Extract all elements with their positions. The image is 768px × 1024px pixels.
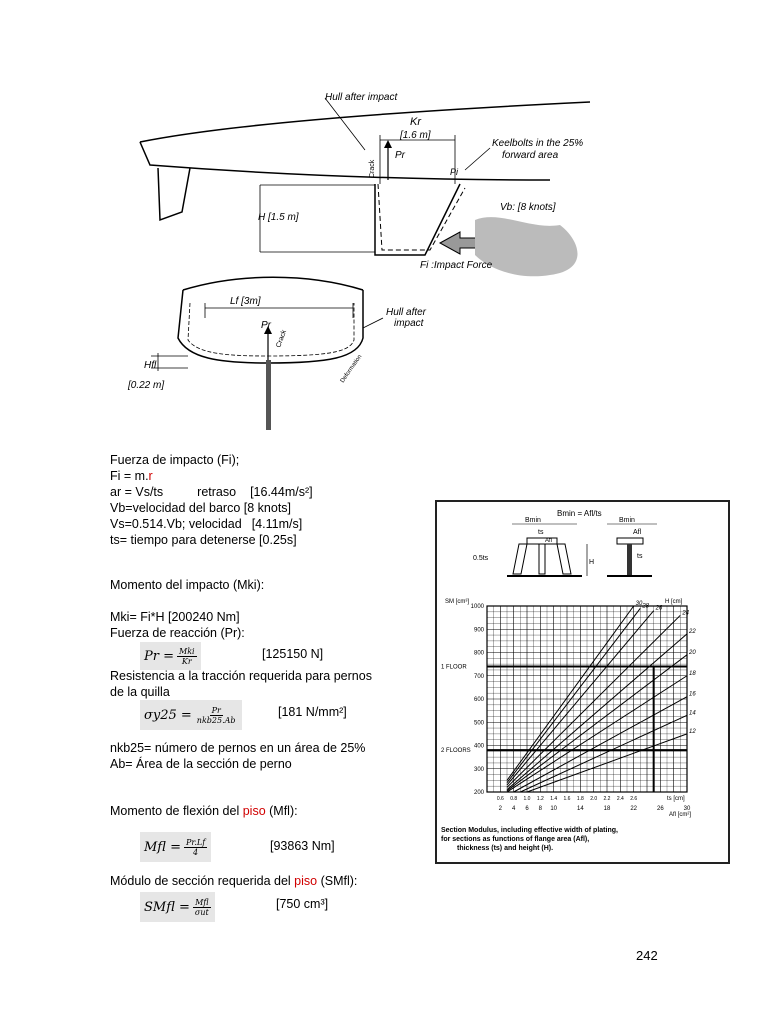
x-tick-label: 10 — [550, 806, 558, 812]
y-tick-label: 200 — [473, 790, 484, 796]
label-keelbolts-2: forward area — [502, 150, 559, 161]
text-mki-title: Momento del impacto (Mki): — [110, 578, 265, 592]
y-tick-label: 1000 — [470, 604, 484, 610]
x-tick-label: 18 — [603, 806, 611, 812]
value-pr: [125150 N] — [262, 647, 324, 661]
left-flange — [527, 538, 557, 544]
floor-label: 2 FLOORS — [441, 748, 471, 755]
x-tick-label: 26 — [656, 806, 664, 812]
label-hull-after-impact: Hull after impact — [325, 92, 398, 103]
series-label-h24: 24 — [682, 610, 690, 617]
label-hfl: Hfl — [144, 360, 157, 371]
ts-tick-label: 1.8 — [576, 796, 584, 802]
ts-right: ts — [637, 553, 643, 560]
label-keelbolts: Keelbolts in the 25% — [492, 138, 584, 149]
value-smfl: [750 cm³] — [276, 897, 329, 911]
text-vs: Vs=0.514.Vb; velocidad [4.11m/s] — [110, 517, 303, 531]
label-hfl-value: [0.22 m] — [128, 380, 165, 391]
label-hull-after-section: Hull after — [386, 307, 427, 318]
series-label-h28: 28 — [642, 603, 650, 610]
h-label-sketch: H — [589, 559, 595, 566]
left-web — [539, 544, 545, 574]
section-deck — [183, 277, 363, 290]
text-resistencia: Resistencia a la tracción requerida para pernos — [110, 669, 372, 683]
text-quilla: de la quilla — [110, 685, 170, 699]
y-tick-label: 700 — [473, 673, 484, 680]
label-crack-section: Crack — [275, 329, 289, 349]
chart-title: Bmin = Afl/ts — [557, 509, 602, 518]
right-flange — [617, 538, 643, 544]
series-label-h30: 30 — [635, 601, 643, 607]
h-axis-label: H [cm] — [665, 599, 683, 605]
label-deformation: Deformation — [339, 353, 364, 385]
text-vb: Vb=velocidad del barco [8 knots] — [110, 501, 292, 515]
text-ar: ar = Vs/ts retraso [16.44m/s²] — [110, 485, 313, 499]
ts-left: ts — [538, 529, 544, 536]
chart-grid — [487, 606, 690, 792]
caption-3: thickness (ts) and height (H). — [457, 845, 554, 852]
ts-tick-label: 0.8 — [510, 796, 518, 802]
text-fi-title: Fuerza de impacto (Fi); — [110, 453, 240, 467]
x-tick-label: 8 — [538, 806, 543, 812]
text-nkb25: nkb25= número de pernos en un área de 25% — [110, 741, 366, 755]
series-label-h18: 18 — [689, 670, 696, 677]
text-ab: Ab= Área de la sección de perno — [110, 757, 292, 771]
label-kr-value: [1.6 m] — [400, 130, 431, 141]
keel-bolt — [266, 360, 271, 430]
page-number: 242 — [636, 948, 658, 963]
label-vb: Vb: [8 knots] — [500, 202, 556, 213]
x-tick-label: 30 — [683, 806, 691, 812]
ts-tick-label: 2.2 — [603, 796, 611, 802]
section-modulus-chart-box — [435, 500, 730, 864]
x-tick-label: 14 — [576, 806, 584, 812]
y-tick-label: 600 — [473, 697, 484, 703]
right-web — [627, 544, 632, 576]
x-tick-label: 4 — [511, 806, 516, 812]
text-mfl-title: Momento de flexión del piso (Mfl): — [110, 804, 298, 818]
y-tick-label: 500 — [473, 720, 484, 727]
label-pi: Pi — [450, 167, 459, 177]
text-pr-title: Fuerza de reacción (Pr): — [110, 626, 245, 640]
text-fi-eq: Fi = m.r — [110, 469, 153, 483]
afl-left: Afl — [545, 538, 553, 544]
text-ts: ts= tiempo para detenerse [0.25s] — [110, 533, 297, 547]
formula-sigma: σy25 = $\frac{Pr}{\text{nkb25.Ab}}$ — [140, 700, 242, 730]
formula-smfl: SMfl = $\frac{\text{Mfl}}{\text{σut}}$ — [140, 892, 215, 922]
y-tick-label: 400 — [473, 743, 484, 750]
y-tick-label: 900 — [473, 627, 484, 634]
t05-label: 0.5ts — [473, 555, 489, 562]
value-mfl: [93863 Nm] — [270, 839, 335, 853]
hull-section-diagram — [118, 268, 478, 433]
ts-tick-label: 1.0 — [523, 796, 531, 802]
label-fi: Fi :Impact Force — [420, 260, 493, 271]
bmin-right: Bmin — [619, 517, 635, 524]
x-tick-label: 2 — [498, 806, 503, 812]
caption-2: for sections as functions of flange area (Afl), — [441, 836, 590, 843]
section-hull-inner — [188, 303, 354, 356]
bmin-left: Bmin — [525, 517, 541, 524]
label-h: H [1.5 m] — [258, 212, 299, 223]
ts-tick-label: 1.6 — [563, 796, 571, 802]
x-tick-label: 22 — [630, 806, 638, 812]
series-label-h22: 22 — [689, 628, 696, 635]
afl-right: Afl — [633, 529, 642, 536]
series-label-h12: 12 — [689, 728, 696, 735]
section-modulus-chart — [437, 502, 728, 862]
floor-label: 1 FLOOR — [441, 664, 467, 671]
y-tick-label: 300 — [473, 766, 484, 773]
label-crack: Crack — [369, 159, 376, 178]
x-axis-label: Afl [cm²] — [669, 812, 691, 818]
label-pr: Pr — [395, 150, 405, 161]
text-smfl-title: Módulo de sección requerida del piso (SMfl): — [110, 874, 358, 888]
series-label-h20: 20 — [689, 649, 696, 656]
x-tick-label: 6 — [525, 806, 529, 812]
caption-1: Section Modulus, including effective width of plating, — [441, 827, 618, 834]
series-label-h16: 16 — [689, 691, 696, 698]
series-label-h14: 14 — [689, 710, 696, 717]
label-kr: Kr — [410, 116, 421, 128]
series-label-h26: 26 — [655, 605, 663, 612]
formula-pr: Pr = $\frac{\text{Mki}}{Kr}$ — [140, 642, 201, 670]
ts-tick-label: 2.4 — [616, 796, 624, 802]
ts-tick-label: 2.6 — [630, 796, 638, 802]
value-sigma: [181 N/mm²] — [278, 705, 347, 719]
y-tick-label: 800 — [473, 650, 484, 657]
label-lf: Lf [3m] — [230, 296, 261, 307]
label-pr-section: Pr — [261, 320, 271, 331]
ts-tick-label: 1.2 — [536, 796, 544, 802]
formula-mfl: Mfl = $\frac{Pr.Lf}{4}$ — [140, 832, 211, 862]
ts-tick-label: 1.4 — [550, 796, 558, 802]
series-line-h20 — [507, 655, 687, 791]
hull-outline — [140, 102, 590, 142]
label-impact-section: impact — [394, 318, 424, 329]
ts-axis-label: ts [cm] — [667, 796, 685, 802]
hull-side-diagram — [120, 80, 600, 280]
ts-tick-label: 0.6 — [496, 796, 504, 802]
text-mki: Mki= Fi*H [200240 Nm] — [110, 610, 240, 624]
rudder — [158, 168, 190, 220]
ts-tick-label: 2.0 — [590, 796, 598, 802]
hull-bottom — [140, 142, 550, 180]
y-axis-label: SM [cm³] — [445, 599, 469, 605]
